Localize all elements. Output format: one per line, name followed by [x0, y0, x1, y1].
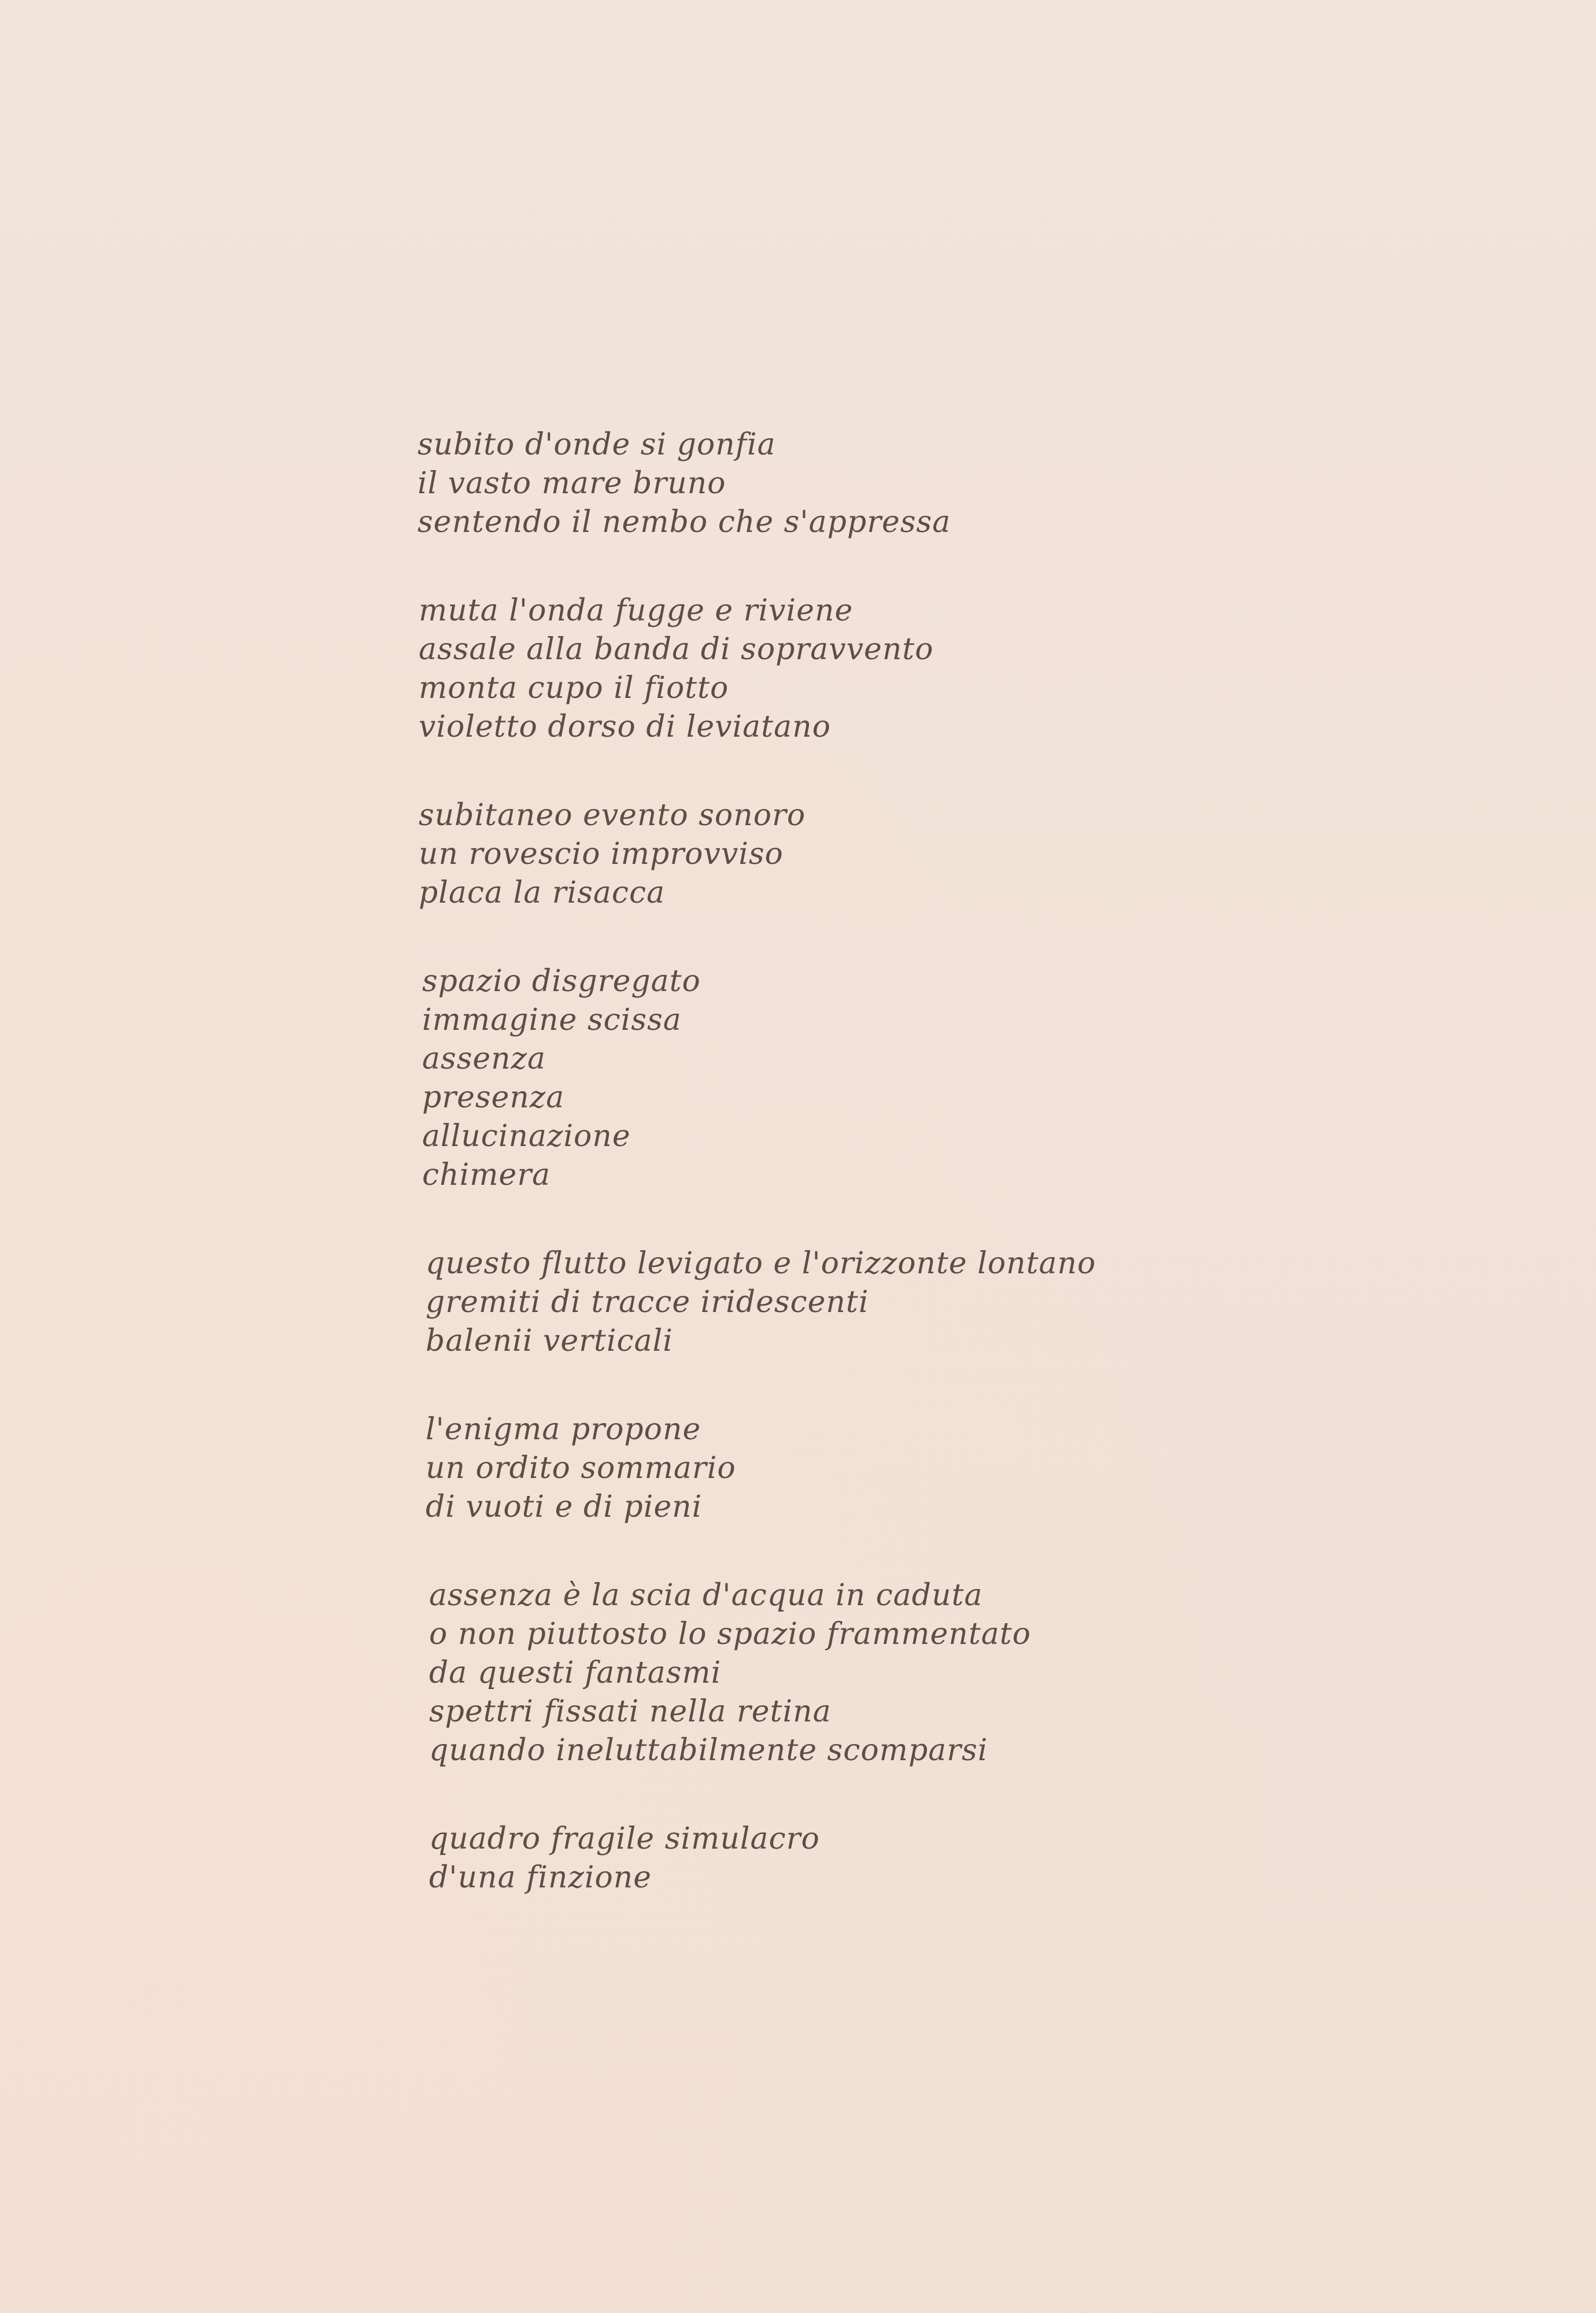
poem-line: placa la risacca	[419, 875, 666, 910]
poem-line: quando ineluttabilmente scomparsi	[429, 1733, 988, 1768]
poem-line: immagine scissa	[422, 1003, 682, 1037]
poem-line: assenza è la scia d'acqua in caduta	[429, 1578, 983, 1613]
poem-line: allucinazione	[422, 1119, 631, 1154]
poem-line: un rovescio improvviso	[419, 837, 784, 871]
poem-line: o non piuttosto lo spazio frammentato	[429, 1617, 1031, 1651]
poem-line: balenii verticali	[426, 1324, 673, 1358]
poem-text	[418, 426, 1343, 1897]
stanza-1	[418, 426, 1343, 542]
poem-line: muta l'onda fugge e riviene	[419, 593, 854, 628]
stanza-7	[418, 1576, 1343, 1770]
poem-line: monta cupo il fiotto	[419, 671, 729, 705]
poem-line: l'enigma propone	[426, 1412, 701, 1447]
poem-line: assenza	[422, 1041, 546, 1076]
poem-line: gremiti di tracce iridescenti	[426, 1285, 869, 1320]
stanza-5	[418, 1244, 1343, 1361]
poem-line: subitaneo evento sonoro	[419, 798, 806, 833]
poem-line: chimera	[422, 1158, 551, 1192]
poem-line: quadro fragile simulacro	[429, 1821, 820, 1856]
poem-line: da questi fantasmi	[429, 1656, 722, 1690]
stanza-8	[418, 1820, 1343, 1897]
poem-line: assale alla banda di sopravvento	[419, 632, 934, 667]
poem-line: di vuoti e di pieni	[426, 1490, 703, 1524]
stanza-6	[418, 1410, 1343, 1527]
poem-line: spettri fissati nella retina	[429, 1694, 832, 1729]
poem-line: violetto dorso di leviatano	[419, 710, 831, 744]
poem-line: spazio disgregato	[422, 964, 701, 999]
poem-line: subito d'onde si gonfia	[418, 427, 776, 462]
poem-line: questo flutto levigato e l'orizzonte lontano	[426, 1246, 1096, 1281]
poem-line: un ordito sommario	[426, 1451, 736, 1486]
poem-line: presenza	[422, 1080, 565, 1115]
poem-line: il vasto mare bruno	[418, 466, 726, 501]
poem-line: sentendo il nembo che s'appressa	[418, 505, 951, 540]
stanza-2	[418, 592, 1343, 747]
poem-line: d'una finzione	[429, 1860, 652, 1895]
stanza-4	[418, 962, 1343, 1195]
stanza-3	[418, 796, 1343, 912]
